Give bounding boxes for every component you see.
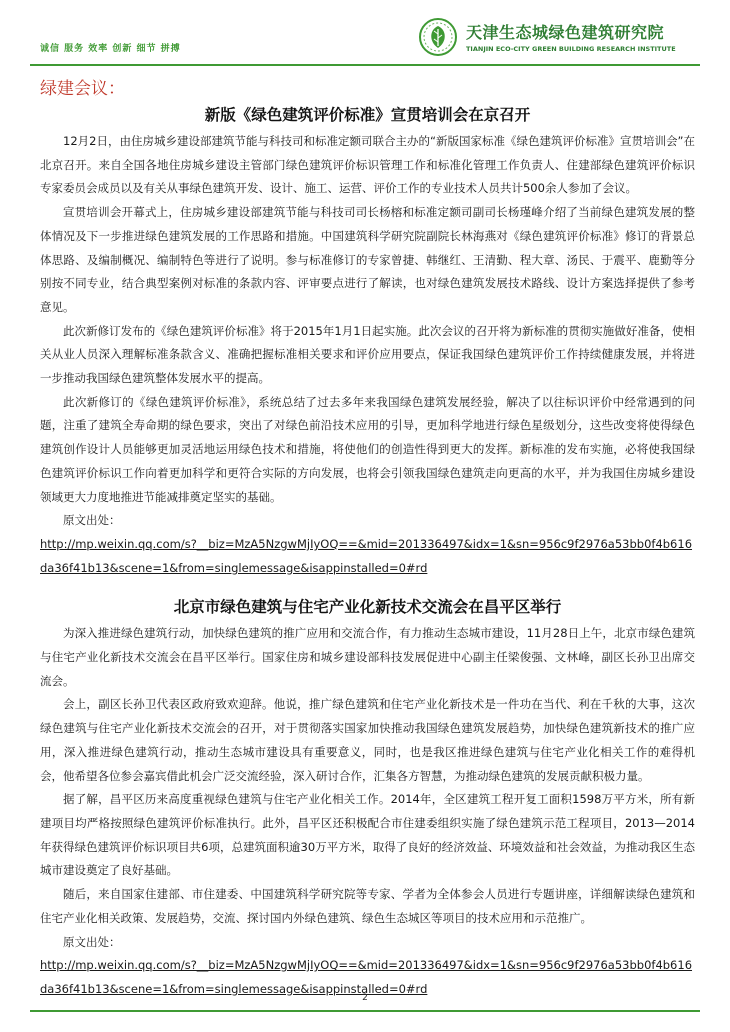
article-title: 北京市绿色建筑与住宅产业化新技术交流会在昌平区举行 [173,598,562,617]
article-paragraph: 会上，副区长孙卫代表区政府致欢迎辞。他说，推广绿色建筑和住宅产业化新技术是一件功在当代、利在千秋的大事，这次绿色建筑与住宅产业化新技术交流会的召开，对于贯彻落实国家加快推动我国绿色建筑发展趋势，加快绿色建筑新技术的推广应用，深入推进绿色建筑行动，推动生态城市建设具有重要意义，同时，也是我区推进绿色建筑与住宅产业化相关工作的难得机会，他希望各位参会嘉宾借此机会广泛交流经验，深入研讨合作，汇集各方智慧，为推动绿色建筑的发展贡献积极力量。 [40,697,695,783]
page-header [0,0,730,66]
article-paragraph: 此次新修订发布的《绿色建筑评价标准》将于2015年1月1日起实施。此次会议的召开将为新标准的贯彻实施做好准备，使相关从业人员深入理解标准条款含义、准确把握标准相关要求和评价应用要点，保证我国绿色建筑评价工作持续健康发展，并将进一步推动我国绿色建筑整体发展水平的提高。 [40,323,695,386]
organization-name-english: TIANJIN ECO-CITY GREEN BUILDING RESEARCH INSTITUTE [466,45,676,53]
article-2 [40,596,695,1001]
section-label: 绿建会议： [40,79,125,99]
article-paragraph: 宣贯培训会开幕式上，住房城乡建设部建筑节能与科技司司长杨榕和标准定额司副司长杨瑾峰介绍了当前绿色建筑发展的整体情况及下一步推进绿色建筑发展的工作思路和措施。中国建筑科学研究院副院长林海燕对《绿色建筑评价标准》修订的背景总体思路、及编制概况、编制特色等进行了说明。参与标准修订的专家曾捷、韩继红、王清勤、程大章、汤民、于震平、鹿勤等分别按不同专业，结合典型案例对标准的条款内容、评审要点进行了解读，也对绿色建筑发展技术路线、设计方案选择提供了参考意见。 [40,205,695,314]
page-content [40,76,695,1002]
article-1 [40,104,695,580]
article-paragraph: 据了解，昌平区历来高度重视绿色建筑与住宅产业化相关工作。2014年，全区建筑工程开复工面积1598万平方米，所有新建项目均严格按照绿色建筑评价标准执行。此外，昌平区还积极配合市住建委组织实施了绿色建筑示范工程项目，2013—2014年获得绿色建筑评价标识项目共6项，总建筑面积逾30万平方米，取得了良好的经济效益、环境效益和社会效益，为推动我区生态城市建设奠定了良好基础。 [40,792,695,878]
source-link[interactable]: http://mp.weixin.qq.com/s?__biz=MzA5NzgwMjIyOQ==&mid=201336497&idx=1&sn=956c9f2976a53bb0f4b616da36f41b13&scene=1&from=singlemessage&isappinstalled=0#rd [40,958,693,996]
article-paragraph: 12月2日，由住房城乡建设部建筑节能与科技司和标准定额司联合主办的“新版国家标准《绿色建筑评价标准》宣贯培训会”在北京召开。来自全国各地住房城乡建设主管部门绿色建筑评价标识管理工作和标准化管理工作负责人、住建部绿色建筑评价标识专家委员会成员以及有关从事绿色建筑开发、设计、施工、运营、评价工作的专业技术人员共计500余人参加了会议。 [40,134,695,196]
article-paragraph: 为深入推进绿色建筑行动，加快绿色建筑的推广应用和交流合作，有力推动生态城市建设，11月28日上午，北京市绿色建筑与住宅产业化新技术交流会在昌平区举行。国家住房和城乡建设部科技发展促进中心副主任梁俊强、文林峰，副区长孙卫出席交流会。 [40,626,695,688]
footer-divider [30,1010,700,1012]
article-spacer [40,580,695,596]
organization-name: 天津生态城绿色建筑研究院 [466,23,665,42]
company-slogan: 诚信 服务 效率 创新 细节 拼搏 [40,44,181,54]
source-label: 原文出处： [63,934,121,949]
source-label: 原文出处： [63,513,121,528]
leaf-emblem-icon [418,17,458,57]
article-paragraph: 此次新修订的《绿色建筑评价标准》，系统总结了过去多年来我国绿色建筑发展经验，解决了以往标识评价中经常遇到的问题，注重了建筑全寿命期的绿色要求，突出了对绿色前沿技术应用的引导，更加科学地进行绿色星级划分，这些改变将使得绿色建筑创作设计人员能够更加灵活地运用绿色技术和措施，将使他们的创造性得到更大的发挥。新标准的发布实施，必将使我国绿色建筑评价标识工作向着更加科学和更符合实际的方向发展，也将会引领我国绿色建筑走向更高的水平，并为我国住房城乡建设领域更大力度地推进节能减排奠定坚实的基础。 [40,394,695,504]
page-number: 2 [362,993,368,1003]
article-title: 新版《绿色建筑评价标准》宣贯培训会在京召开 [204,106,531,124]
article-paragraph: 随后，来自国家住建部、市住建委、中国建筑科学研究院等专家、学者为全体参会人员进行专题讲座，详细解读绿色建筑和住宅产业化相关政策、发展趋势，交流、探讨国内外绿色建筑、绿色生态城区等项目的技术应用和示范推广。 [40,887,695,925]
header-divider [30,64,700,66]
source-link[interactable]: http://mp.weixin.qq.com/s?__biz=MzA5NzgwMjIyOQ==&mid=201336497&idx=1&sn=956c9f2976a53bb0f4b616da36f41b13&scene=1&from=singlemessage&isappinstalled=0#rd [40,536,693,575]
